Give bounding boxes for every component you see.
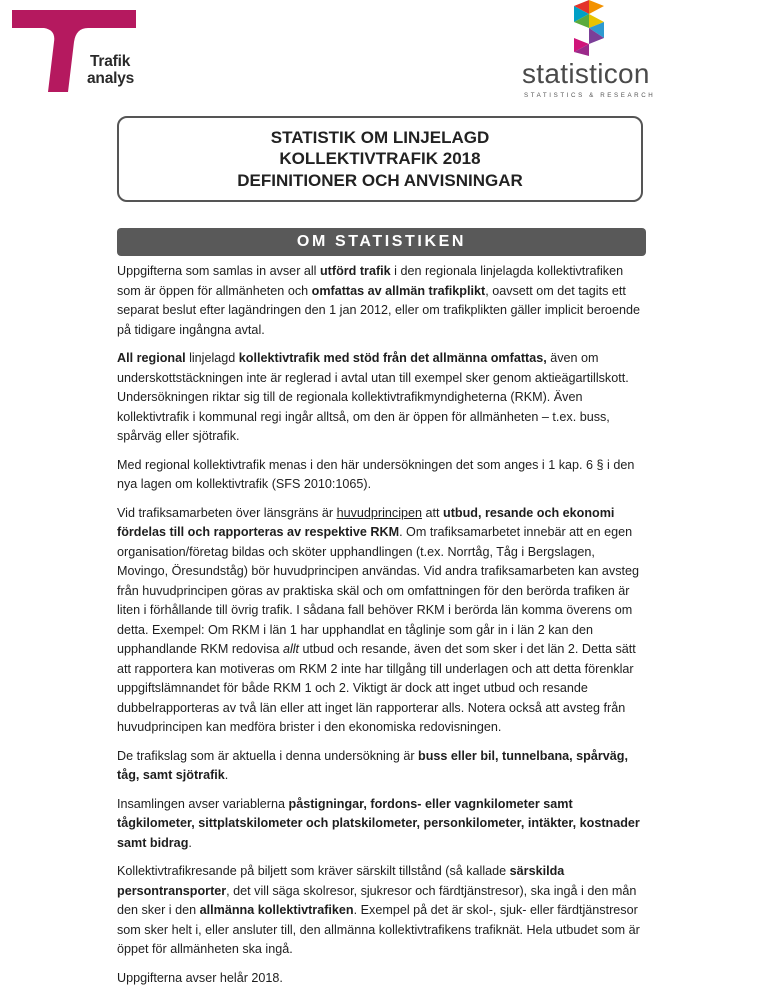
paragraph-6: Insamlingen avser variablerna påstigningar, fordons- eller vagnkilometer samt tågkilometer, sittplatskilometer och platskilometer, personkilometer, intäkter, kostnader samt bidrag. bbox=[117, 796, 640, 850]
paragraph-4: Vid trafiksamarbeten över länsgräns är huvudprincipen att utbud, resande och ekonomi fördelas till och rapporteras av respektive RKM. Om trafiksamarbetet innebär att en egen organisation/företag bildas och sköter upphandlingen (t.ex. Norrtåg, Tåg i Bergslagen, Movingo, Öresundståg) bör huvudprincipen användas. Vid andra trafiksamarbeten kan avsteg från huvudprincipen göras av praktiska skäl och om omfattningen för den berörda trafiken är liten i förhållande till övrig trafik. I sådana fall behöver RKM i berörda län komma överens om detta. Exempel: Om RKM i län 1 har upphandlat en tåglinje som går in i län 2 kan den upphandlande RKM redovisa allt utbud och resande, även det som sker i det län 2. Detta sätt att rapportera kan motiveras om RKM 2 inte har tillgång till underlagen och att detta förenklar uppgiftslämnandet för både RKM 1 och 2. Viktigt är dock att inget utbud och resande dubbelrapporteras av två län eller att inget län rapporterar alls. Notera också att avsteg från huvudprincipen kan medföra brister i den ekonomiska redovisningen. bbox=[117, 505, 640, 734]
section-heading: OM STATISTIKEN bbox=[296, 233, 467, 250]
title-line-3: DEFINITIONER OCH ANVISNINGAR bbox=[237, 170, 523, 190]
section-heading-bar bbox=[117, 228, 646, 256]
paragraph-3: Med regional kollektivtrafik menas i den här undersökningen det som anges i 1 kap. 6 § i den nya lagen om kollektivtrafik (SFS 2010:1065). bbox=[117, 457, 635, 491]
paragraph-5: De trafikslag som är aktuella i denna undersökning är buss eller bil, tunnelbana, spårväg, tåg, samt sjötrafik. bbox=[117, 748, 628, 782]
paragraph-1: Uppgifterna som samlas in avser all utförd trafik i den regionala linjelagda kollektivtrafiken som är öppen för allmänheten och omfattas av allmän trafikplikt, oavsett om det tagits ett separat beslut efter lagändringen den 1 jan 2012, eller om trafikplikten gäller implicit beroende på tidigare ingångna avtal. bbox=[117, 264, 640, 337]
document-body bbox=[117, 262, 649, 997]
paragraph-2: All regional linjelagd kollektivtrafik med stöd från det allmänna omfattas, även om underskottstäckningen inte är reglerad i avtal utan till exempel sker genom aktieägartillskott. Undersökningen riktar sig till de regionala kollektivtrafikmyndigheterna (RKM). Även kollektivtrafik i kommunal regi ingår alltså, om den är öppen för allmänheten – t.ex. buss, spårväg eller sjötrafik. bbox=[117, 351, 629, 443]
statisticon-logo-mark bbox=[572, 0, 606, 56]
paragraph-8: Uppgifterna avser helår 2018. bbox=[117, 970, 283, 985]
statisticon-tagline: STATISTICS & RESEARCH bbox=[524, 92, 656, 99]
statisticon-name: statisticon bbox=[522, 58, 650, 89]
trafikanalys-logo-text-1: Trafik bbox=[90, 53, 131, 70]
paragraph-7: Kollektivtrafikresande på biljett som kräver särskilt tillstånd (så kallade särskilda persontransporter, det vill säga skolresor, sjukresor och färdtjänstresor), ska ingå i den mån den sker i den allmänna kollektivtrafiken. Exempel på det är skol-, sjuk- eller färdtjänstresor som sker helt i, eller ansluter till, den allmänna kollektivtrafikens trafiknät. Hela utbudet som är öppet för allmänheten ska ingå. bbox=[117, 864, 640, 956]
statisticon-logo bbox=[522, 0, 672, 100]
trafikanalys-logo-text-2: analys bbox=[87, 70, 135, 87]
title-line-1: STATISTIK OM LINJELAGD bbox=[270, 127, 490, 147]
document-title-box bbox=[117, 116, 643, 202]
trafikanalys-logo bbox=[10, 8, 140, 93]
title-line-2: KOLLEKTIVTRAFIK 2018 bbox=[279, 149, 481, 169]
